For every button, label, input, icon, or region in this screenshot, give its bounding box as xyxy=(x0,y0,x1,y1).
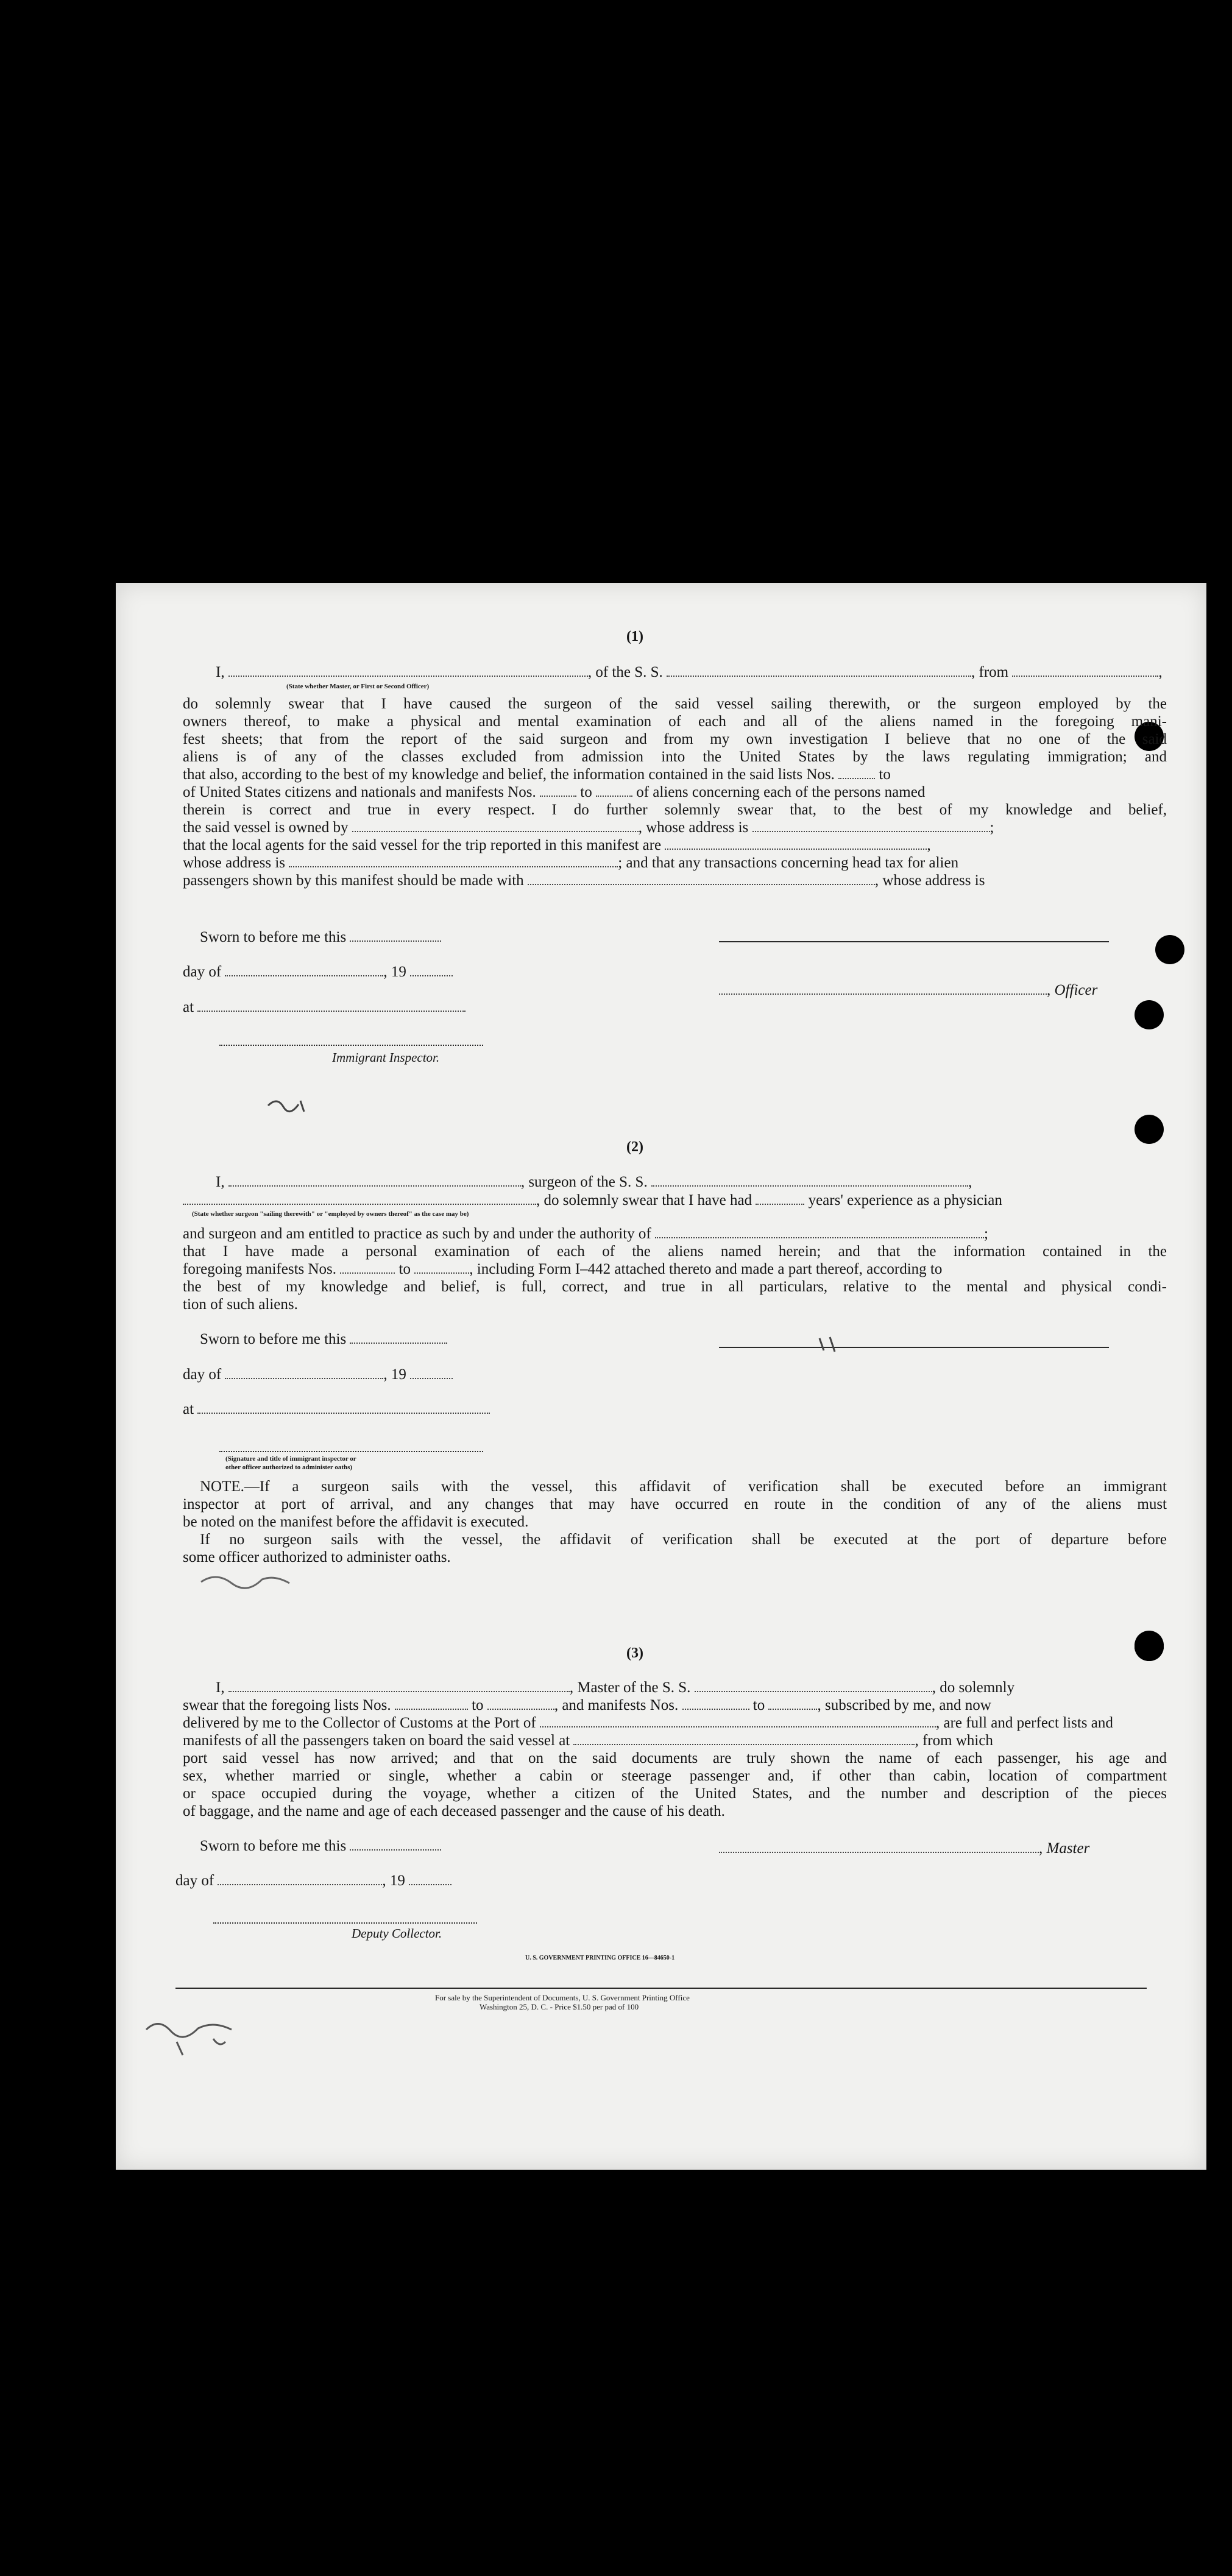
s1-para-line: fest sheets; that from the report of the said surgeon and from my own investigation I believe that no one of the said xyxy=(183,731,1167,747)
s3-collector: Deputy Collector. xyxy=(352,1926,442,1941)
s3-para-line: sex, whether married or single, whether a cabin or steerage passenger and, if other than cabin, location of compartment xyxy=(183,1768,1167,1784)
s2-para-line: that I have made a personal examination of each of the aliens named herein; and that the information contained in the xyxy=(183,1243,1167,1260)
s3-line4: manifests of all the passengers taken on board the said vessel at , from which xyxy=(183,1732,993,1749)
signature-line xyxy=(213,1922,477,1924)
s1-para-line: owners thereof, to make a physical and mental examination of each and all of the aliens named in the foregoing mani- xyxy=(183,713,1167,730)
footer-rule xyxy=(175,1988,1147,1989)
handwritten-mark xyxy=(265,1093,314,1118)
s3-sworn: Sworn to before me this xyxy=(200,1838,441,1855)
s3-para-line: or space occupied during the voyage, whether a citizen of the United States, and the number and description of the pieces xyxy=(183,1785,1167,1802)
handwritten-mark xyxy=(198,1569,296,1593)
binder-hole xyxy=(1155,935,1184,964)
s1-role-note: (State whether Master, or First or Second Officer) xyxy=(286,683,430,690)
s3-master: , Master xyxy=(719,1840,1089,1857)
s2-note-line: be noted on the manifest before the affidavit is executed. xyxy=(183,1514,529,1530)
handwritten-mark xyxy=(816,1332,847,1357)
s1-passengers-line: passengers shown by this manifest should be made with , whose address is xyxy=(183,872,985,889)
s1-whose-line: whose address is ; and that any transactions concerning head tax for alien xyxy=(183,855,959,871)
s2-para-line: tion of such aliens. xyxy=(183,1296,298,1313)
s3-line2: swear that the foregoing lists Nos. to , and manifests Nos. to , subscribed by me, and now xyxy=(183,1697,991,1713)
s2-line2: , do solemnly swear that I have had years' experience as a physician xyxy=(183,1192,1002,1209)
sale-note: Washington 25, D. C. - Price $1.50 per pad of 100 xyxy=(480,2002,639,2011)
signature-line xyxy=(219,1451,483,1452)
s1-para-line: aliens is of any of the classes excluded from admission into the United States by the laws regulating immigration; and xyxy=(183,749,1167,765)
s2-note-line: some officer authorized to administer oaths. xyxy=(183,1549,451,1565)
s1-sworn: Sworn to before me this xyxy=(200,929,441,946)
s2-note-line: If no surgeon sails with the vessel, the affidavit of verification shall be executed at the port of departure before xyxy=(200,1531,1167,1548)
s3-day: day of , 19 xyxy=(175,1872,451,1890)
signature-line xyxy=(719,941,1109,942)
s2-at: at xyxy=(183,1401,490,1418)
s2-day: day of , 19 xyxy=(183,1366,453,1383)
s2-note-line: NOTE.—If a surgeon sails with the vessel, this affidavit of verification shall be executed before an immigrant xyxy=(200,1478,1167,1495)
s1-para-line: therein is correct and true in every respect. I do further solemnly swear that, to the best of my knowledge and belief, xyxy=(183,802,1167,818)
s1-manifests-line: of United States citizens and nationals and manifests Nos. to of aliens concerning each of the persons named xyxy=(183,784,926,800)
s1-inspector: Immigrant Inspector. xyxy=(332,1050,440,1065)
binder-hole xyxy=(1135,1632,1164,1661)
signature-line xyxy=(219,1045,483,1046)
handwritten-mark xyxy=(140,2005,250,2060)
signature-line xyxy=(719,1347,1109,1348)
s2-line1: I, , surgeon of the S. S. , xyxy=(216,1174,972,1190)
s1-at: at xyxy=(183,999,466,1016)
s2-sig-note: other officer authorized to administer oaths) xyxy=(225,1464,353,1471)
s3-para-line: of baggage, and the name and age of each deceased passenger and the cause of his death. xyxy=(183,1803,725,1819)
document-page xyxy=(116,583,1206,2170)
s1-owned-line: the said vessel is owned by , whose address is ; xyxy=(183,819,994,836)
s3-line1: I, , Master of the S. S. , do solemnly xyxy=(216,1679,1015,1696)
sale-note: For sale by the Superintendent of Documents, U. S. Government Printing Office xyxy=(435,1993,690,2002)
section-1-heading: (1) xyxy=(626,629,643,644)
section-2-heading: (2) xyxy=(626,1139,643,1155)
s1-officer: , Officer xyxy=(719,982,1097,999)
s2-authority-line: and surgeon and am entitled to practice as such by and under the authority of ; xyxy=(183,1226,988,1242)
s2-manifests-line: foregoing manifests Nos. to , including Form I–442 attached thereto and made a part thereof, according to xyxy=(183,1261,943,1277)
s2-sworn: Sworn to before me this xyxy=(200,1331,447,1348)
s1-day: day of , 19 xyxy=(183,964,453,981)
binder-hole xyxy=(1135,1000,1164,1029)
s1-para-line: do solemnly swear that I have caused the surgeon of the said vessel sailing therewith, or the surgeon employed by the xyxy=(183,696,1167,712)
binder-hole xyxy=(1135,1115,1164,1144)
s2-role-note: (State whether surgeon "sailing therewith" or "employed by owners thereof" as the case may be) xyxy=(192,1210,469,1218)
s1-agents-line: that the local agents for the said vessel for the trip reported in this manifest are , xyxy=(183,837,931,853)
s2-sig-note: (Signature and title of immigrant inspector or xyxy=(225,1455,356,1463)
s3-para-line: port said vessel has now arrived; and that on the said documents are truly shown the name of each passenger, his age and xyxy=(183,1750,1167,1766)
s3-line3: delivered by me to the Collector of Customs at the Port of , are full and perfect lists and xyxy=(183,1715,1113,1731)
gpo-imprint: U. S. GOVERNMENT PRINTING OFFICE 16—84650-1 xyxy=(525,1955,675,1961)
section-3-heading: (3) xyxy=(626,1645,643,1661)
s2-para-line: the best of my knowledge and belief, is full, correct, and true in all particulars, relative to the mental and physical condi- xyxy=(183,1279,1167,1295)
s1-lists-line: that also, according to the best of my knowledge and belief, the information contained in the said lists Nos. to xyxy=(183,766,891,783)
s2-note-line: inspector at port of arrival, and any changes that may have occurred en route in the condition of any of the aliens must xyxy=(183,1496,1167,1512)
s1-line1: I, , of the S. S. , from , xyxy=(216,664,1163,680)
